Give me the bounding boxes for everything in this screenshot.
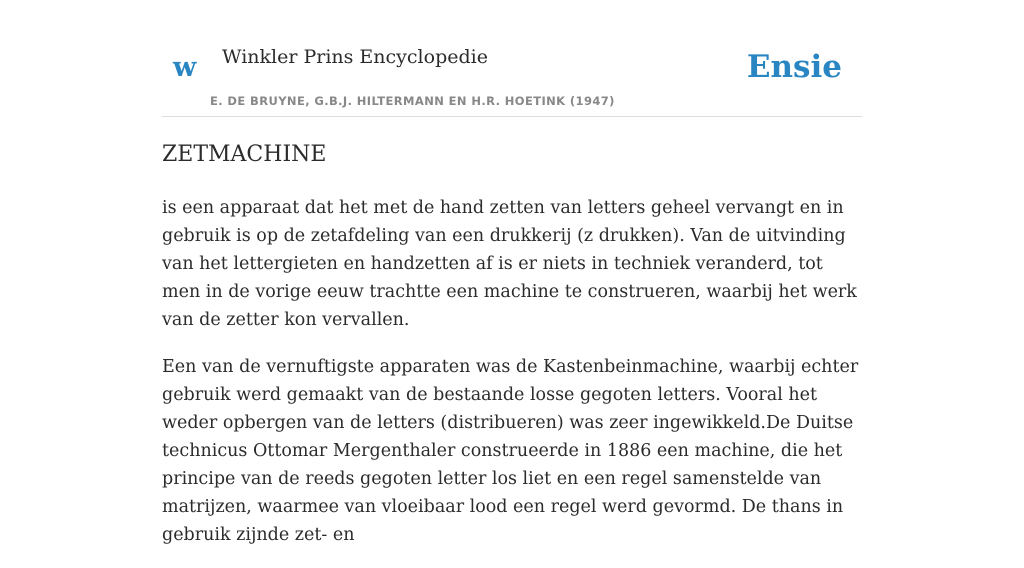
article — [162, 140, 862, 568]
source-header — [162, 0, 862, 117]
article-title: ZETMACHINE — [162, 142, 327, 167]
source-authors: E. DE BRUYNE, G.B.J. HILTERMANN EN H.R. HOETINK (1947) — [210, 94, 615, 108]
article-paragraph: is een apparaat dat het met de hand zetten van letters geheel vervangt en in gebruik is op de zetafdeling van een drukkerij (z drukken). Van de uitvinding van het lettergieten en handzetten af is er niets in techniek veranderd, tot men in de vorige eeuw trachtte een machine te construeren, waarbij het werk van de zetter kon vervallen. — [162, 198, 857, 330]
winkler-prins-logo-icon[interactable]: w — [173, 52, 197, 83]
article-paragraph: Een van de vernuftigste apparaten was de Kastenbeinmachine, waarbij echter gebruik werd gemaakt van de bestaande losse gegoten letters. Vooral het weder opbergen van de letters (distribueren) was zeer ingewikkeld.De Duitse technicus Ottomar Mergenthaler construeerde in 1886 een machine, die het principe van de reeds gegoten letter los liet en een regel samenstelde van matrijzen, waarmee van vloeibaar lood een regel werd gevormd. De thans in gebruik zijnde zet- en — [162, 357, 859, 545]
ensie-brand-logo[interactable]: Ensie — [746, 49, 842, 85]
source-title[interactable]: Winkler Prins Encyclopedie — [222, 46, 488, 68]
